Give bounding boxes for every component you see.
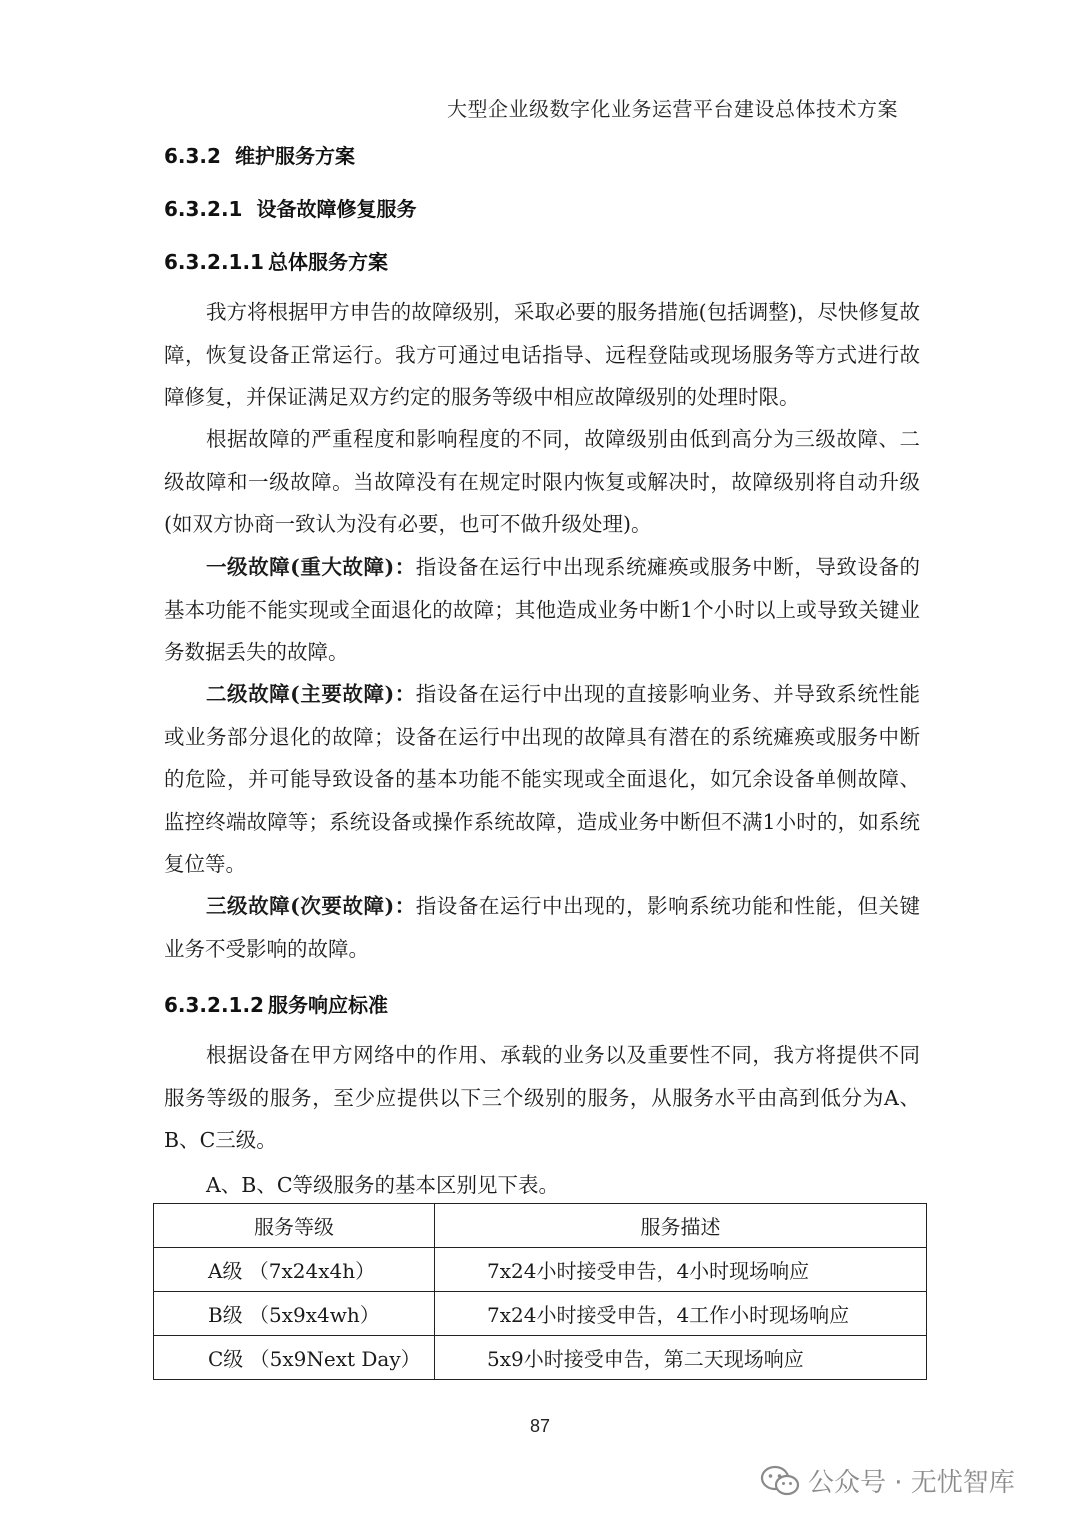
section-heading-6-3-2-1-1 xyxy=(164,246,388,275)
paragraph-fault-levels xyxy=(164,418,920,546)
fault-level-label: 三级故障(次要故障)： xyxy=(206,894,416,918)
section-title: 总体服务方案 xyxy=(267,250,388,274)
paragraph-overall-plan xyxy=(164,291,920,419)
paragraph-level-1-fault xyxy=(164,546,920,674)
service-level-cell: C级 （5x9Next Day） xyxy=(154,1336,435,1380)
section-heading-6-3-2 xyxy=(164,140,355,169)
section-title: 服务响应标准 xyxy=(267,993,388,1017)
fault-level-label: 二级故障(主要故障)： xyxy=(206,682,416,706)
paragraph-service-levels xyxy=(164,1034,920,1162)
table-caption: A、B、C等级服务的基本区别见下表。 xyxy=(206,1173,560,1197)
table-row xyxy=(154,1336,927,1380)
watermark xyxy=(760,1462,1015,1499)
section-number: 6.3.2.1.1 xyxy=(164,250,264,274)
section-number: 6.3.2.1.2 xyxy=(164,993,264,1017)
paragraph-level-3-fault xyxy=(164,885,920,970)
paragraph-text: 我方将根据甲方申告的故障级别，采取必要的服务措施(包括调整)，尽快修复故障，恢复设备正常运行。我方可通过电话指导、远程登陆或现场服务等方式进行故障修复，并保证满足双方约定的服务等级中相应故障级别的处理时限。 xyxy=(164,300,920,409)
column-header-level: 服务等级 xyxy=(154,1204,435,1248)
table-row xyxy=(154,1248,927,1292)
paragraph-text: 根据故障的严重程度和影响程度的不同，故障级别由低到高分为三级故障、二级故障和一级故障。当故障没有在规定时限内恢复或解决时，故障级别将自动升级(如双方协商一致认为没有必要，也可不做升级处理)。 xyxy=(164,427,920,536)
section-heading-6-3-2-1 xyxy=(164,193,416,222)
paragraph-level-2-fault xyxy=(164,673,920,886)
service-description-cell: 7x24小时接受申告，4工作小时现场响应 xyxy=(435,1292,927,1336)
paragraph-text: 指设备在运行中出现系统瘫痪或服务中断，导致设备的基本功能不能实现或全面退化的故障；其他造成业务中断1个小时以上或导致关键业务数据丢失的故障。 xyxy=(164,555,921,664)
section-number: 6.3.2.1 xyxy=(164,197,243,221)
column-header-description: 服务描述 xyxy=(435,1204,927,1248)
paragraph-text: 指设备在运行中出现的直接影响业务、并导致系统性能或业务部分退化的故障；设备在运行中出现的故障具有潜在的系统瘫痪或服务中断的危险，并可能导致设备的基本功能不能实现或全面退化，如冗余设备单侧故障、监控终端故障等；系统设备或操作系统故障，造成业务中断但不满1小时的，如系统复位等。 xyxy=(164,682,921,876)
service-description-cell: 5x9小时接受申告，第二天现场响应 xyxy=(435,1336,927,1380)
section-heading-6-3-2-1-2 xyxy=(164,989,388,1018)
table-row xyxy=(154,1292,927,1336)
service-description-cell: 7x24小时接受申告，4小时现场响应 xyxy=(435,1248,927,1292)
fault-level-label: 一级故障(重大故障)： xyxy=(206,555,416,579)
paragraph-text: 根据设备在甲方网络中的作用、承载的业务以及重要性不同，我方将提供不同服务等级的服务，至少应提供以下三个级别的服务，从服务水平由高到低分为A、B、C三级。 xyxy=(164,1043,920,1152)
section-number: 6.3.2 xyxy=(164,144,221,168)
page-number: 87 xyxy=(529,1416,551,1436)
section-title: 维护服务方案 xyxy=(234,144,355,168)
service-level-cell: A级 （7x24x4h） xyxy=(154,1248,435,1292)
service-level-table xyxy=(153,1203,927,1380)
wechat-icon xyxy=(760,1465,800,1497)
section-title: 设备故障修复服务 xyxy=(256,197,417,221)
running-header: 大型企业级数字化业务运营平台建设总体技术方案 xyxy=(447,97,898,121)
service-level-cell: B级 （5x9x4wh） xyxy=(154,1292,435,1336)
watermark-text: 公众号 · 无忧智库 xyxy=(808,1468,1015,1498)
table-header-row xyxy=(154,1204,927,1248)
paragraph-text: 指设备在运行中出现的，影响系统功能和性能，但关键业务不受影响的故障。 xyxy=(164,894,921,961)
